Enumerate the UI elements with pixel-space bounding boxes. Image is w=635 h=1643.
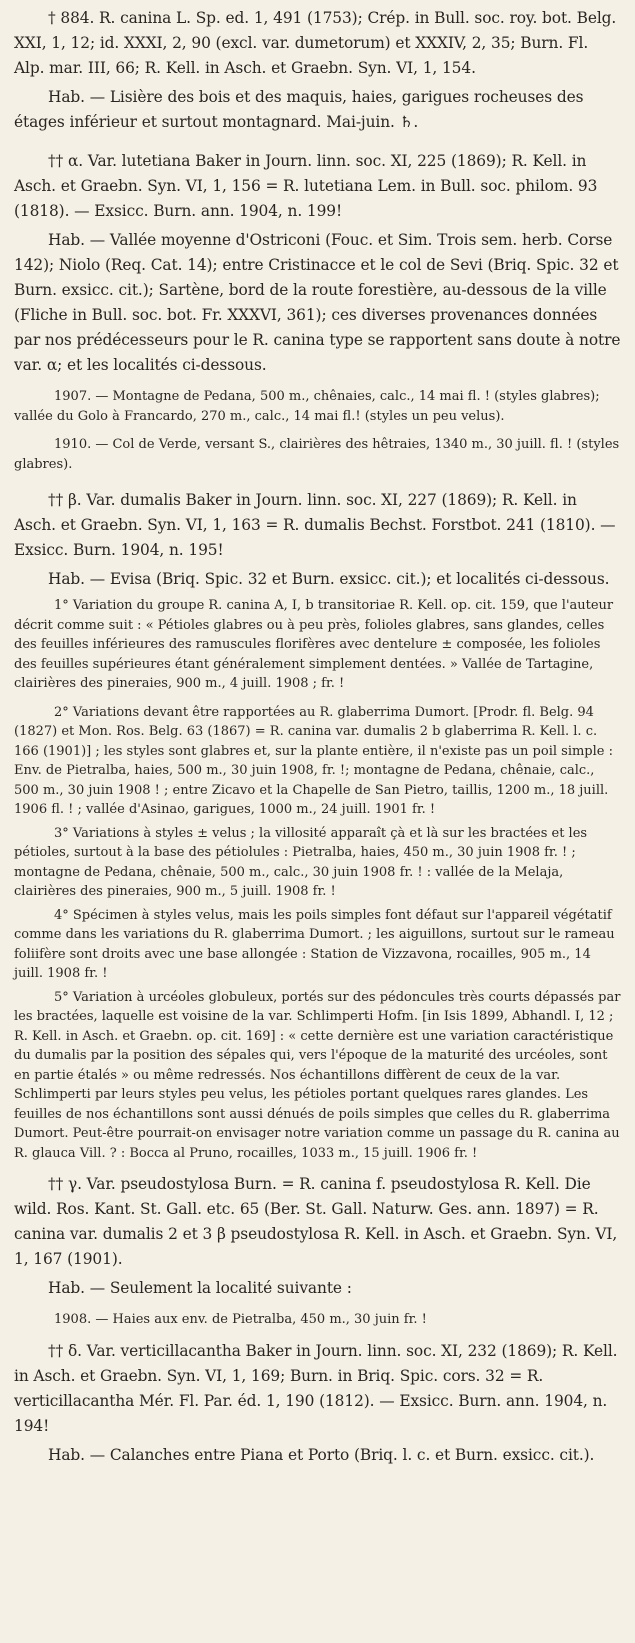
entry-heading: † 884. R. canina L. Sp. ed. 1, 491 (1753); Crép. in Bull. soc. roy. bot. Belg. XXI, 1, 12; id. XXXI, 2, 90 (excl. var. dumetorum) et XXXIV, 2, 35; Burn. Fl. Alp. mar. III, 66; R. Kell. in Asch. et Graebn. Syn. VI, 1, 154. <box>14 9 617 77</box>
variation-note: 5° Variation à urcéoles globuleux, portés sur des pédoncules très courts dépassés par les bractées, laquelle est voisine de la var. Schlimperti Hofm. [in Isis 1899, Abhandl. I, 12 ; R. Kell. in Asch. et Graebn. op. cit. 169] : « cette dernière est une variation caractéristique du dumalis par la position des sépales qui, vers l'époque de la maturité des urcéoles, sont en partie étalés » ou même redressés. Nos échantillons diffèrent de ceux de la var. Schlimperti par leurs styles peu velus, les pétioles portant quelques rares glandes. Les feuilles de nos échantillons sont aussi dénués de poils simples que celles du R. glaberrima Dumort. Peut-être pourrait-on envisager notre variation comme un passage du R. canina au R. glauca Vill. ? : Bocca al Pruno, rocailles, 1033 m., 15 juill. 1906 fr. ! <box>14 989 621 1161</box>
variety-entry-gamma <box>14 1172 623 1330</box>
variation-note: 2° Variations devant être rapportées au R. glaberrima Dumort. [Prodr. fl. Belg. 94 (1827) et Mon. Ros. Belg. 63 (1867) = R. canina var. dumalis 2 b glaberrima R. Kell. l. c. 166 (1901)] ; les styles sont glabres et, sur la plante entière, il n'existe pas un poil simple : Env. de Pietralba, haies, 500 m., 30 juin 1908, fr. !; montagne de Pedana, chênaie, calc., 500 m., 30 juin 1908 ! ; entre Zicavo et la Chapelle de San Pietro, taillis, 1200 m., 18 juill. 1906 fl. ! ; vallée d'Asinao, garigues, 1000 m., 24 juill. 1901 fr. ! <box>14 704 613 817</box>
entry-heading: †† α. Var. lutetiana Baker in Journ. linn. soc. XI, 225 (1869); R. Kell. in Asch. et Graebn. Syn. VI, 1, 156 = R. lutetiana Lem. in Bull. soc. philom. 93 (1818). — Exsicc. Burn. ann. 1904, n. 199! <box>14 152 598 220</box>
entry-heading: †† β. Var. dumalis Baker in Journ. linn. soc. XI, 227 (1869); R. Kell. in Asch. et Graebn. Syn. VI, 1, 163 = R. dumalis Bechst. Forstbot. 241 (1810). — Exsicc. Burn. 1904, n. 195! <box>14 491 616 559</box>
habitat: Hab. — Evisa (Briq. Spic. 32 et Burn. exsicc. cit.); et localités ci-dessous. <box>48 570 610 588</box>
variety-entry-alpha <box>14 149 623 474</box>
habitat: Hab. — Lisière des bois et des maquis, haies, garigues rocheuses des étages inférieur et surtout montagnard. Mai-juin. ♄. <box>14 88 584 131</box>
habitat: Hab. — Vallée moyenne d'Ostriconi (Fouc. et Sim. Trois sem. herb. Corse 142); Niolo (Req. Cat. 14); entre Cristinacce et le col de Sevi (Briq. Spic. 32 et Burn. exsicc. cit.); Sartène, bord de la route forestière, au-dessous de la ville (Fliche in Bull. soc. bot. Fr. XXXVI, 361); ces diverses provenances données par nos prédécesseurs pour le R. canina type se rapportent sans doute à notre var. α; et les localités ci-dessous. <box>14 231 621 374</box>
locality-note: 1907. — Montagne de Pedana, 500 m., chênaies, calc., 14 mai fl. ! (styles glabres); vallée du Golo à Francardo, 270 m., calc., 14 mai fl.! (styles un peu velus). <box>14 389 600 424</box>
entry-heading: †† δ. Var. verticillacantha Baker in Journ. linn. soc. XI, 232 (1869); R. Kell. in Asch. et Graebn. Syn. VI, 1, 169; Burn. in Briq. Spic. cors. 32 = R. verticillacantha Mér. Fl. Par. éd. 1, 190 (1812). — Exsicc. Burn. ann. 1904, n. 194! <box>14 1341 618 1435</box>
species-entry-884 <box>14 6 623 135</box>
variety-entry-beta <box>14 488 623 1163</box>
habitat: Hab. — Seulement la localité suivante : <box>48 1279 352 1297</box>
variation-note: 4° Spécimen à styles velus, mais les poils simples font défaut sur l'appareil végétatif comme dans les variations du R. glaberrima Dumort. ; les aiguillons, surtout sur le rameau foliifère sont droits avec une base allongée : Station de Vizzavona, rocailles, 905 m., 14 juill. 1908 fr. ! <box>14 907 615 981</box>
locality-note: 1910. — Col de Verde, versant S., clairières des hêtraies, 1340 m., 30 juill. fl. ! (styles glabres). <box>14 437 620 472</box>
habitat: Hab. — Calanches entre Piana et Porto (Briq. l. c. et Burn. exsicc. cit.). <box>48 1445 595 1464</box>
variation-note: 3° Variations à styles ± velus ; la villosité apparaît çà et là sur les bractées et les pétioles, surtout à la base des pétiolules : Pietralba, haies, 450 m., 30 juin 1908 fr. ! ; montagne de Pedana, chênaie, 500 m., calc., 30 juin 1908 fr. ! : vallée de la Melaja, clairières des pineraies, 900 m., 5 juill. 1908 fr. ! <box>14 825 588 899</box>
variation-note: 1° Variation du groupe R. canina A, I, b transitoriae R. Kell. op. cit. 159, que l'auteur décrit comme suit : « Pétioles glabres ou à peu près, folioles glabres, sans glandes, celles des feuilles inférieures des ramuscules florifères avec dentelure ± composée, les folioles des feuilles supérieures étant généralement simplement dentées. » Vallée de Tartagine, clairières des pineraies, 900 m., 4 juill. 1908 ; fr. ! <box>14 598 614 691</box>
entry-heading: †† γ. Var. pseudostylosa Burn. = R. canina f. pseudostylosa R. Kell. Die wild. Ros. Kant. St. Gall. etc. 65 (Ber. St. Gall. Naturw. Ges. ann. 1897) = R. canina var. dumalis 2 et 3 β pseudostylosa R. Kell. in Asch. et Graebn. Syn. VI, 1, 167 (1901). <box>14 1175 618 1268</box>
variety-entry-delta <box>14 1339 623 1468</box>
locality-note: 1908. — Haies aux env. de Pietralba, 450 m., 30 juin fr. ! <box>54 1312 427 1327</box>
